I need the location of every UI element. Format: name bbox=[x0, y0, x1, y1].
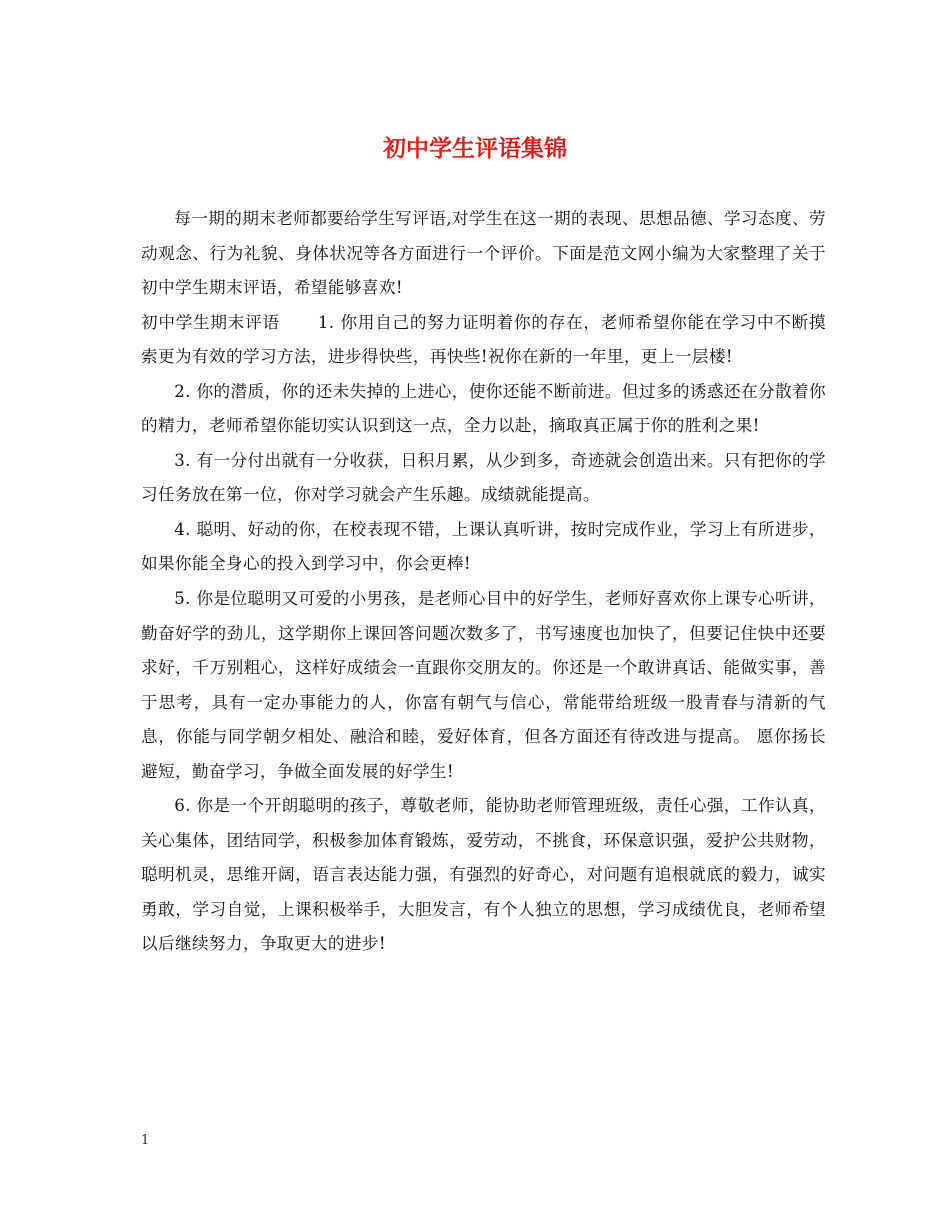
document-body bbox=[141, 202, 826, 962]
comment-item-1: 1. 你用自己的努力证明着你的存在，老师希望你能在学习中不断摸索更为有效的学习方法，进步得快些，再快些!祝你在新的一年里，更上一层楼! bbox=[141, 312, 826, 367]
comment-item-6: 6. 你是一个开朗聪明的孩子，尊敬老师，能协助老师管理班级，责任心强，工作认真，关心集体，团结同学，积极参加体育锻炼，爱劳动，不挑食，环保意识强，爱护公共财物，聪明机灵，思维开阔，语言表达能力强，有强烈的好奇心，对问题有追根就底的毅力，诚实勇敢，学习自觉，上课积极举手，大胆发言，有个人独立的思想，学习成绩优良，老师希望以后继续努力，争取更大的进步! bbox=[141, 796, 826, 954]
section-paragraph bbox=[141, 306, 826, 375]
comment-item-2: 2. 你的潜质，你的还未失掉的上进心，使你还能不断前进。但过多的诱惑还在分散着你的精力，老师希望你能切实认识到这一点，全力以赴，摘取真正属于你的胜利之果! bbox=[141, 381, 826, 436]
comment-item-3: 3. 有一分付出就有一分收获，日积月累，从少到多，奇迹就会创造出来。只有把你的学习任务放在第一位，你对学习就会产生乐趣。成绩就能提高。 bbox=[141, 450, 826, 505]
document-title: 初中学生评语集锦 bbox=[383, 135, 567, 162]
comment-item-5: 5. 你是位聪明又可爱的小男孩，是老师心目中的好学生，老师好喜欢你上课专心听讲，勤奋好学的劲儿，这学期你上课回答问题次数多了，书写速度也加快了，但要记住快中还要求好，千万别粗心，这样好成绩会一直跟你交朋友的。你还是一个敢讲真话、能做实事，善于思考，具有一定办事能力的人，你富有朝气与信心，常能带给班级一股青春与清新的气息，你能与同学朝夕相处、融洽和睦，爱好体育，但各方面还有待改进与提高。 愿你扬长避短，勤奋学习，争做全面发展的好学生! bbox=[141, 589, 826, 781]
comment-item-4: 4. 聪明、好动的你，在校表现不错，上课认真听讲，按时完成作业，学习上有所进步，如果你能全身心的投入到学习中，你会更棒! bbox=[141, 519, 826, 574]
section-heading: 初中学生期末评语 bbox=[141, 312, 280, 332]
intro-paragraph: 每一期的期末老师都要给学生写评语,对学生在这一期的表现、思想品德、学习态度、劳动观念、行为礼貌、身体状况等各方面进行一个评价。下面是范文网小编为大家整理了关于初中学生期末评语，希望能够喜欢! bbox=[141, 209, 826, 298]
page-number: 1 bbox=[141, 1133, 150, 1148]
